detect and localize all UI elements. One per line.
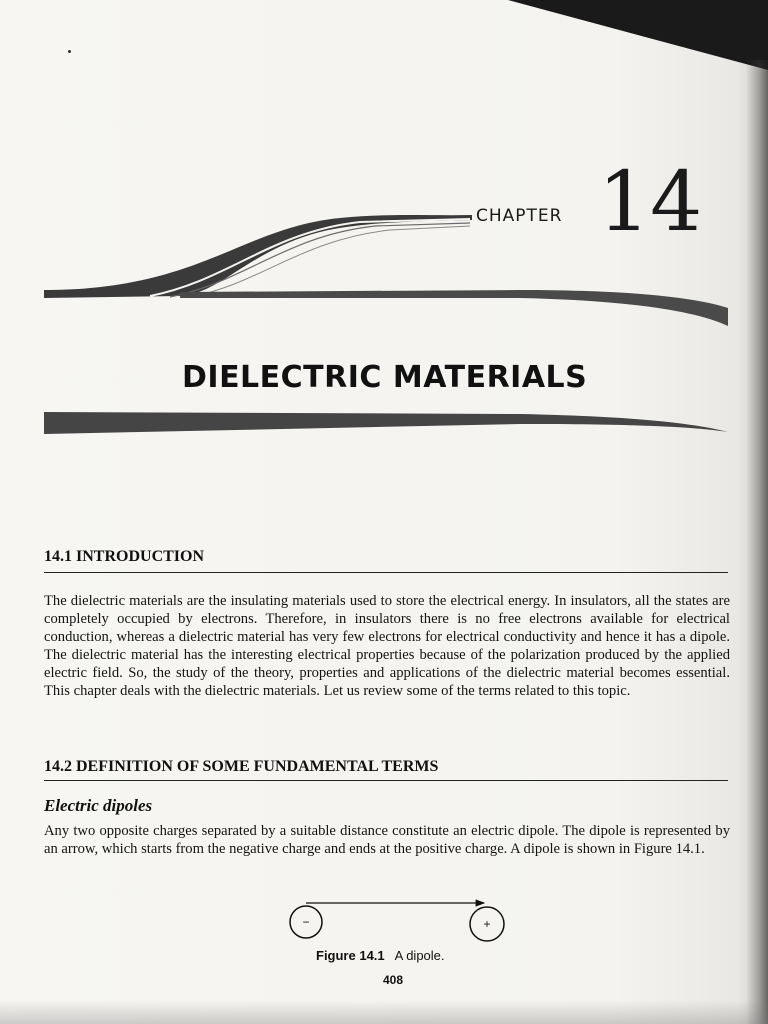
chapter-number: 14 <box>598 155 703 250</box>
page-number: 408 <box>383 973 404 987</box>
introduction-paragraph: The dielectric materials are the insulating materials used to store the electrical energy. In insulators, all the states are completely occupied by electrons. Therefore, in insulators there is no free electrons available for electrical conduction, whereas a dielectric material has very few electrons for electrical conductivity and hence it has a dipole. The dielectric material has the interesting electrical properties because of the polarization produced by the applied electric field. So, the study of the theory, properties and applications of the dielectric material becomes essential. This chapter deals with the dielectric materials. Let us review some of the terms related to this topic. <box>44 593 730 699</box>
dipole-paragraph: Any two opposite charges separated by a suitable distance constitute an electric dipole. The dipole is represented by an arrow, which starts from the negative charge and ends at the positive charge. A dipole is shown in Figure 14.1. <box>44 823 730 857</box>
figure-caption-text: A dipole. <box>394 948 445 963</box>
section-heading-introduction: 14.1 INTRODUCTION <box>44 548 205 565</box>
negative-charge-symbol: − <box>302 915 310 929</box>
chapter-label: CHAPTER <box>476 206 563 226</box>
chapter-title: DIELECTRIC MATERIALS <box>182 360 588 395</box>
positive-charge-symbol: + <box>483 917 491 931</box>
section-heading-definitions: 14.2 DEFINITION OF SOME FUNDAMENTAL TERMS <box>44 758 439 775</box>
subheading-electric-dipoles: Electric dipoles <box>44 796 153 815</box>
figure-caption <box>316 948 445 963</box>
figure-label: Figure 14.1 <box>316 948 385 963</box>
